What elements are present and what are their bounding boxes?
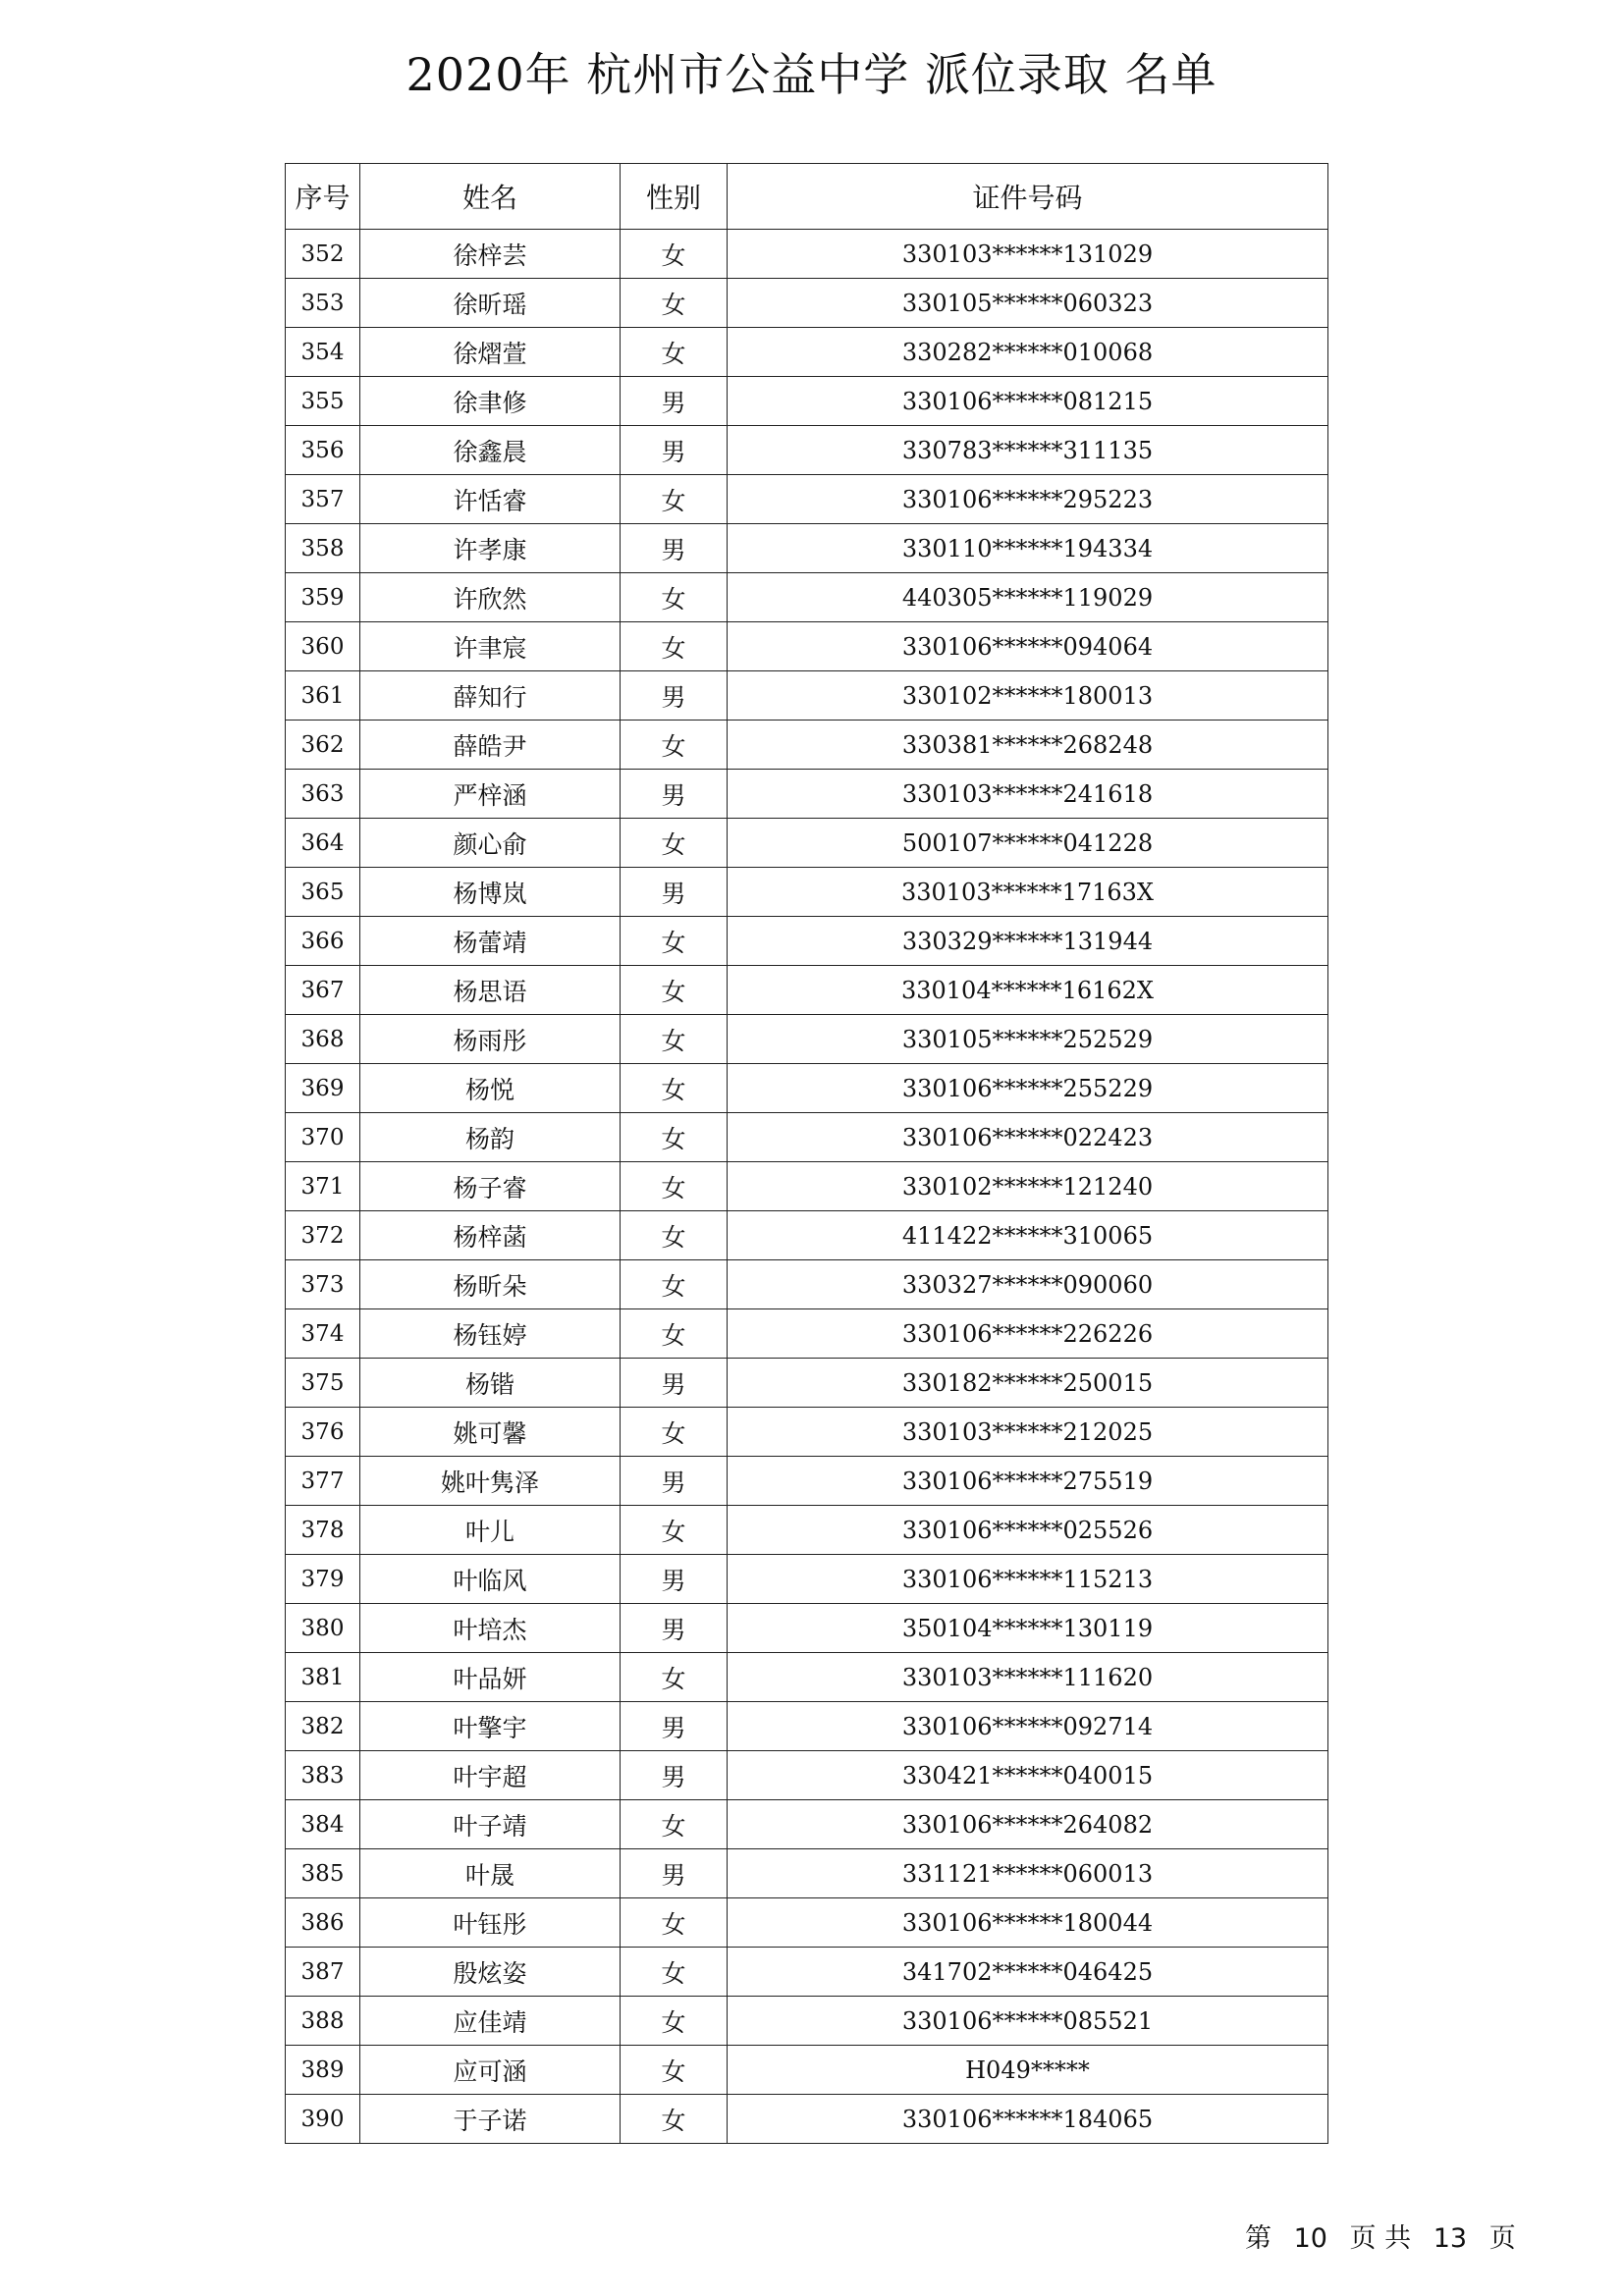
table-row [286, 1849, 1328, 1898]
gender-cell: 男 [621, 377, 728, 426]
name-cell: 姚叶隽泽 [360, 1457, 621, 1506]
name-cell: 杨雨彤 [360, 1015, 621, 1064]
name-cell: 杨子睿 [360, 1162, 621, 1211]
name-cell: 薛知行 [360, 671, 621, 721]
name-cell: 叶儿 [360, 1506, 621, 1555]
gender-cell: 女 [621, 1309, 728, 1359]
table-row [286, 721, 1328, 770]
id-number-cell: 330103******131029 [728, 230, 1328, 279]
table-row [286, 1113, 1328, 1162]
table-row [286, 573, 1328, 622]
serial-cell: 382 [286, 1702, 360, 1751]
table-row [286, 1015, 1328, 1064]
serial-cell: 373 [286, 1260, 360, 1309]
id-number-cell: 330104******16162X [728, 966, 1328, 1015]
serial-cell: 354 [286, 328, 360, 377]
gender-cell: 男 [621, 1457, 728, 1506]
name-cell: 应可涵 [360, 2046, 621, 2095]
id-number-cell: 330105******060323 [728, 279, 1328, 328]
gender-cell: 女 [621, 622, 728, 671]
serial-cell: 367 [286, 966, 360, 1015]
name-cell: 姚可馨 [360, 1408, 621, 1457]
table-row [286, 1555, 1328, 1604]
header-id-number: 证件号码 [728, 164, 1328, 230]
id-number-cell: 330106******184065 [728, 2095, 1328, 2144]
table-row [286, 328, 1328, 377]
gender-cell: 女 [621, 1800, 728, 1849]
table-row [286, 1800, 1328, 1849]
name-cell: 叶擎宇 [360, 1702, 621, 1751]
name-cell: 杨韵 [360, 1113, 621, 1162]
id-number-cell: 440305******119029 [728, 573, 1328, 622]
gender-cell: 男 [621, 671, 728, 721]
name-cell: 许孝康 [360, 524, 621, 573]
table-row [286, 1604, 1328, 1653]
footer-page-number: 10 [1293, 2223, 1327, 2254]
table-row [286, 868, 1328, 917]
id-number-cell: 330783******311135 [728, 426, 1328, 475]
id-number-cell: 330106******022423 [728, 1113, 1328, 1162]
gender-cell: 女 [621, 1653, 728, 1702]
footer-total-pages: 13 [1433, 2223, 1468, 2254]
id-number-cell: 330106******092714 [728, 1702, 1328, 1751]
table-row [286, 2095, 1328, 2144]
table-row [286, 770, 1328, 819]
name-cell: 徐昕瑶 [360, 279, 621, 328]
name-cell: 叶宇超 [360, 1751, 621, 1800]
id-number-cell: 411422******310065 [728, 1211, 1328, 1260]
name-cell: 严梓涵 [360, 770, 621, 819]
name-cell: 杨钰婷 [360, 1309, 621, 1359]
gender-cell: 男 [621, 868, 728, 917]
serial-cell: 375 [286, 1359, 360, 1408]
table-header-row [286, 164, 1328, 230]
gender-cell: 女 [621, 1506, 728, 1555]
name-cell: 许欣然 [360, 573, 621, 622]
table-row [286, 524, 1328, 573]
serial-cell: 383 [286, 1751, 360, 1800]
id-number-cell: 330103******17163X [728, 868, 1328, 917]
id-number-cell: 330103******241618 [728, 770, 1328, 819]
serial-cell: 366 [286, 917, 360, 966]
gender-cell: 女 [621, 1408, 728, 1457]
id-number-cell: 330329******131944 [728, 917, 1328, 966]
table-row [286, 377, 1328, 426]
name-cell: 叶晟 [360, 1849, 621, 1898]
serial-cell: 380 [286, 1604, 360, 1653]
id-number-cell: 330103******111620 [728, 1653, 1328, 1702]
gender-cell: 男 [621, 1702, 728, 1751]
id-number-cell: 330106******025526 [728, 1506, 1328, 1555]
gender-cell: 女 [621, 1898, 728, 1948]
gender-cell: 男 [621, 1849, 728, 1898]
serial-cell: 359 [286, 573, 360, 622]
id-number-cell: 330106******226226 [728, 1309, 1328, 1359]
serial-cell: 374 [286, 1309, 360, 1359]
table-row [286, 819, 1328, 868]
table-row [286, 1211, 1328, 1260]
name-cell: 于子诺 [360, 2095, 621, 2144]
id-number-cell: 350104******130119 [728, 1604, 1328, 1653]
name-cell: 徐梓芸 [360, 230, 621, 279]
serial-cell: 390 [286, 2095, 360, 2144]
table-row [286, 1997, 1328, 2046]
name-cell: 杨思语 [360, 966, 621, 1015]
serial-cell: 361 [286, 671, 360, 721]
table-row [286, 1653, 1328, 1702]
serial-cell: 369 [286, 1064, 360, 1113]
gender-cell: 女 [621, 1162, 728, 1211]
serial-cell: 360 [286, 622, 360, 671]
serial-cell: 357 [286, 475, 360, 524]
name-cell: 杨梓菡 [360, 1211, 621, 1260]
gender-cell: 男 [621, 1359, 728, 1408]
id-number-cell: 330106******275519 [728, 1457, 1328, 1506]
gender-cell: 女 [621, 1064, 728, 1113]
name-cell: 许恬睿 [360, 475, 621, 524]
table-row [286, 1898, 1328, 1948]
gender-cell: 女 [621, 328, 728, 377]
table-row [286, 2046, 1328, 2095]
gender-cell: 女 [621, 1948, 728, 1997]
name-cell: 杨悦 [360, 1064, 621, 1113]
name-cell: 杨昕朵 [360, 1260, 621, 1309]
gender-cell: 女 [621, 819, 728, 868]
id-number-cell: 330106******264082 [728, 1800, 1328, 1849]
name-cell: 徐熠萱 [360, 328, 621, 377]
page-footer [1245, 2216, 1516, 2255]
serial-cell: 378 [286, 1506, 360, 1555]
id-number-cell: 330106******180044 [728, 1898, 1328, 1948]
serial-cell: 388 [286, 1997, 360, 2046]
name-cell: 殷炫姿 [360, 1948, 621, 1997]
id-number-cell: H049***** [728, 2046, 1328, 2095]
id-number-cell: 330282******010068 [728, 328, 1328, 377]
gender-cell: 男 [621, 1604, 728, 1653]
gender-cell: 女 [621, 2095, 728, 2144]
gender-cell: 男 [621, 1555, 728, 1604]
table-row [286, 966, 1328, 1015]
serial-cell: 384 [286, 1800, 360, 1849]
header-name: 姓名 [360, 164, 621, 230]
serial-cell: 356 [286, 426, 360, 475]
name-cell: 叶品妍 [360, 1653, 621, 1702]
id-number-cell: 330421******040015 [728, 1751, 1328, 1800]
id-number-cell: 330106******081215 [728, 377, 1328, 426]
table-row [286, 1309, 1328, 1359]
serial-cell: 371 [286, 1162, 360, 1211]
serial-cell: 362 [286, 721, 360, 770]
name-cell: 颜心俞 [360, 819, 621, 868]
serial-cell: 353 [286, 279, 360, 328]
gender-cell: 男 [621, 426, 728, 475]
gender-cell: 女 [621, 966, 728, 1015]
serial-cell: 364 [286, 819, 360, 868]
name-cell: 应佳靖 [360, 1997, 621, 2046]
table-row [286, 917, 1328, 966]
table-row [286, 622, 1328, 671]
serial-cell: 363 [286, 770, 360, 819]
id-number-cell: 330102******180013 [728, 671, 1328, 721]
table-body [286, 230, 1328, 2144]
serial-cell: 377 [286, 1457, 360, 1506]
table-row [286, 426, 1328, 475]
page-title: 2020年 杭州市公益中学 派位录取 名单 [406, 48, 1217, 101]
gender-cell: 女 [621, 1211, 728, 1260]
gender-cell: 女 [621, 917, 728, 966]
id-number-cell: 341702******046425 [728, 1948, 1328, 1997]
table-row [286, 230, 1328, 279]
gender-cell: 女 [621, 1260, 728, 1309]
table-row [286, 279, 1328, 328]
table-row [286, 1506, 1328, 1555]
id-number-cell: 330106******094064 [728, 622, 1328, 671]
footer-middle: 页 共 [1349, 2223, 1412, 2254]
table-row [286, 1064, 1328, 1113]
serial-cell: 370 [286, 1113, 360, 1162]
serial-cell: 379 [286, 1555, 360, 1604]
gender-cell: 女 [621, 230, 728, 279]
gender-cell: 女 [621, 1997, 728, 2046]
id-number-cell: 330102******121240 [728, 1162, 1328, 1211]
serial-cell: 386 [286, 1898, 360, 1948]
gender-cell: 男 [621, 524, 728, 573]
id-number-cell: 330381******268248 [728, 721, 1328, 770]
name-cell: 杨蕾靖 [360, 917, 621, 966]
serial-cell: 381 [286, 1653, 360, 1702]
name-cell: 薛皓尹 [360, 721, 621, 770]
table-row [286, 1457, 1328, 1506]
footer-prefix: 第 [1245, 2223, 1271, 2254]
id-number-cell: 330106******085521 [728, 1997, 1328, 2046]
id-number-cell: 330106******255229 [728, 1064, 1328, 1113]
footer-suffix: 页 [1488, 2223, 1516, 2254]
table-row [286, 1751, 1328, 1800]
table-row [286, 475, 1328, 524]
serial-cell: 352 [286, 230, 360, 279]
id-number-cell: 330182******250015 [728, 1359, 1328, 1408]
serial-cell: 389 [286, 2046, 360, 2095]
id-number-cell: 331121******060013 [728, 1849, 1328, 1898]
gender-cell: 女 [621, 721, 728, 770]
header-gender: 性别 [621, 164, 728, 230]
id-number-cell: 330103******212025 [728, 1408, 1328, 1457]
name-cell: 叶钰彤 [360, 1898, 621, 1948]
header-serial: 序号 [286, 164, 360, 230]
serial-cell: 355 [286, 377, 360, 426]
table-row [286, 671, 1328, 721]
name-cell: 徐聿修 [360, 377, 621, 426]
admission-table [285, 163, 1328, 2144]
table-row [286, 1408, 1328, 1457]
id-number-cell: 500107******041228 [728, 819, 1328, 868]
table-row [286, 1162, 1328, 1211]
table-row [286, 1948, 1328, 1997]
gender-cell: 女 [621, 279, 728, 328]
serial-cell: 358 [286, 524, 360, 573]
name-cell: 叶培杰 [360, 1604, 621, 1653]
gender-cell: 女 [621, 475, 728, 524]
id-number-cell: 330105******252529 [728, 1015, 1328, 1064]
name-cell: 许聿宸 [360, 622, 621, 671]
serial-cell: 365 [286, 868, 360, 917]
serial-cell: 376 [286, 1408, 360, 1457]
table-row [286, 1702, 1328, 1751]
gender-cell: 女 [621, 1113, 728, 1162]
name-cell: 徐鑫晨 [360, 426, 621, 475]
name-cell: 叶临风 [360, 1555, 621, 1604]
gender-cell: 男 [621, 770, 728, 819]
gender-cell: 女 [621, 573, 728, 622]
id-number-cell: 330327******090060 [728, 1260, 1328, 1309]
id-number-cell: 330110******194334 [728, 524, 1328, 573]
serial-cell: 368 [286, 1015, 360, 1064]
table-row [286, 1260, 1328, 1309]
name-cell: 叶子靖 [360, 1800, 621, 1849]
serial-cell: 372 [286, 1211, 360, 1260]
table-row [286, 1359, 1328, 1408]
gender-cell: 男 [621, 1751, 728, 1800]
gender-cell: 女 [621, 2046, 728, 2095]
gender-cell: 女 [621, 1015, 728, 1064]
name-cell: 杨锴 [360, 1359, 621, 1408]
serial-cell: 387 [286, 1948, 360, 1997]
id-number-cell: 330106******115213 [728, 1555, 1328, 1604]
serial-cell: 385 [286, 1849, 360, 1898]
id-number-cell: 330106******295223 [728, 475, 1328, 524]
name-cell: 杨博岚 [360, 868, 621, 917]
